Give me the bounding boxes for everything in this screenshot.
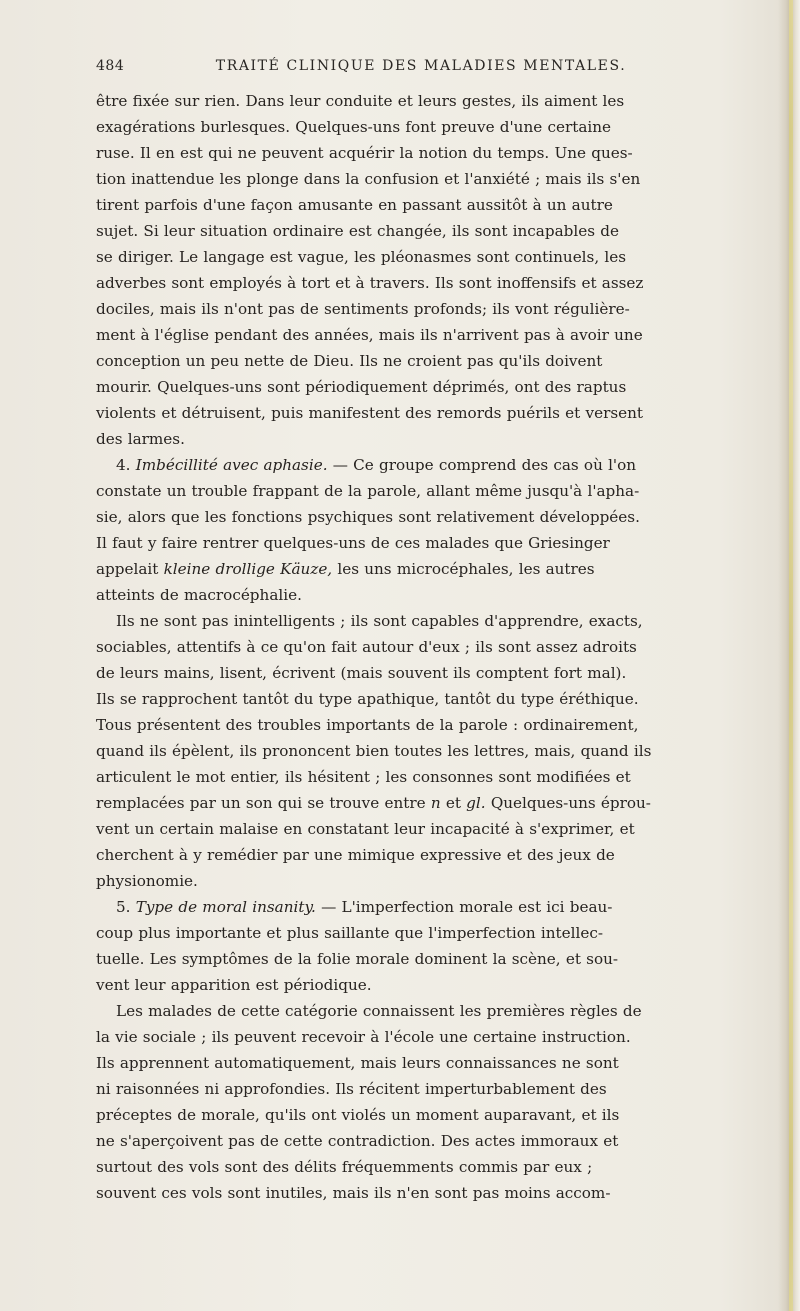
text-line — [96, 582, 764, 608]
line-text: Tous présentent des troubles importants de la parole : ordinairement, — [96, 716, 639, 734]
page-header — [96, 52, 746, 82]
line-text: de leurs mains, lisent, écrivent (mais souvent ils comptent fort mal). — [96, 664, 627, 682]
text-line — [96, 504, 764, 530]
line-text: dociles, mais ils n'ont pas de sentiments profonds; ils vont régulière- — [96, 300, 630, 318]
text-line — [96, 1102, 764, 1128]
text-line — [96, 88, 764, 114]
text-line — [96, 894, 764, 920]
line-text: être fixée sur rien. Dans leur conduite et leurs gestes, ils aiment les — [96, 92, 625, 110]
line-text: sie, alors que les fonctions psychiques sont relativement développées. — [96, 508, 640, 526]
text-line — [96, 218, 764, 244]
line-text: coup plus importante et plus saillante que l'imperfection intellec- — [96, 924, 603, 942]
text-line — [96, 764, 764, 790]
text-line — [96, 712, 764, 738]
text-line — [96, 790, 764, 816]
text-line — [96, 374, 764, 400]
line-text: atteints de macrocéphalie. — [96, 586, 302, 604]
line-text: Ils ne sont pas inintelligents ; ils sont capables d'apprendre, exacts, — [116, 612, 643, 630]
text-line — [96, 998, 764, 1024]
line-text: ne s'aperçoivent pas de cette contradiction. Des actes immoraux et — [96, 1132, 619, 1150]
line-text: ruse. Il en est qui ne peuvent acquérir la notion du temps. Une ques- — [96, 144, 633, 162]
running-title: TRAITÉ CLINIQUE DES MALADIES MENTALES. — [215, 58, 627, 74]
text-line — [96, 348, 764, 374]
line-text: tuelle. Les symptômes de la folie morale dominent la scène, et sou- — [96, 950, 619, 968]
line-text: physionomie. — [96, 872, 198, 890]
text-line — [96, 972, 764, 998]
line-text: des larmes. — [96, 430, 185, 448]
text-line — [96, 244, 764, 270]
line-text: mourir. Quelques-uns sont périodiquement déprimés, ont des raptus — [96, 378, 627, 396]
text-line — [96, 322, 764, 348]
line-text: vent un certain malaise en constatant leur incapacité à s'exprimer, et — [96, 820, 635, 838]
line-text: sujet. Si leur situation ordinaire est changée, ils sont incapables de — [96, 222, 619, 240]
line-text: les uns microcéphales, les autres — [332, 560, 595, 578]
text-line — [96, 556, 764, 582]
line-text: ment à l'église pendant des années, mais ils n'arrivent pas à avoir une — [96, 326, 643, 344]
line-text: exagérations burlesques. Quelques-uns font preuve d'une certaine — [96, 118, 612, 136]
line-text: vent leur apparition est périodique. — [96, 976, 372, 994]
text-line — [96, 608, 764, 634]
line-text: souvent ces vols sont inutiles, mais ils n'en sont pas moins accom- — [96, 1184, 611, 1202]
line-text: conception un peu nette de Dieu. Ils ne croient pas qu'ils doivent — [96, 352, 603, 370]
text-line — [96, 868, 764, 894]
line-text: — L'imperfection morale est ici beau- — [315, 898, 613, 916]
line-text: tirent parfois d'une façon amusante en passant aussitôt à un autre — [96, 196, 613, 214]
line-text: sociables, attentifs à ce qu'on fait autour d'eux ; ils sont assez adroits — [96, 638, 637, 656]
text-line — [96, 1128, 764, 1154]
line-text: Quelques-uns éprou- — [485, 794, 651, 812]
line-text: quand ils épèlent, ils prononcent bien toutes les lettres, mais, quand ils — [96, 742, 652, 760]
text-line — [96, 816, 764, 842]
line-text: ni raisonnées ni approfondies. Ils récitent imperturbablement des — [96, 1080, 607, 1098]
italic-text: Type de moral insanity. — [135, 898, 316, 916]
text-line — [96, 842, 764, 868]
italic-text: kleine drollige Käuze, — [163, 560, 333, 578]
text-line — [96, 478, 764, 504]
italic-text: n — [430, 794, 441, 812]
text-line — [96, 634, 764, 660]
text-line — [96, 426, 764, 452]
text-line — [96, 1180, 764, 1206]
line-text: surtout des vols sont des délits fréquemments commis par eux ; — [96, 1158, 593, 1176]
text-line — [96, 296, 764, 322]
text-line — [96, 140, 764, 166]
text-line — [96, 114, 764, 140]
line-text: la vie sociale ; ils peuvent recevoir à l'école une certaine instruction. — [96, 1028, 631, 1046]
line-text: appelait — [96, 560, 164, 578]
text-line — [96, 946, 764, 972]
line-text: cherchent à y remédier par une mimique expressive et des jeux de — [96, 846, 615, 864]
page-number: 484 — [96, 58, 125, 74]
line-text: tion inattendue les plonge dans la confusion et l'anxiété ; mais ils s'en — [96, 170, 641, 188]
line-text: constate un trouble frappant de la parole, allant même jusqu'à l'apha- — [96, 482, 640, 500]
text-line — [96, 192, 764, 218]
line-text: — Ce groupe comprend des cas où l'on — [327, 456, 637, 474]
text-line — [96, 1050, 764, 1076]
text-line — [96, 166, 764, 192]
text-line — [96, 270, 764, 296]
line-text: violents et détruisent, puis manifestent des remords puérils et versent — [96, 404, 643, 422]
line-text: articulent le mot entier, ils hésitent ; les consonnes sont modifiées et — [96, 768, 631, 786]
line-text: remplacées par un son qui se trouve entre — [96, 794, 431, 812]
italic-text: Imbécillité avec aphasie. — [135, 456, 328, 474]
line-text: Ils apprennent automatiquement, mais leurs connaissances ne sont — [96, 1054, 619, 1072]
line-text: Les malades de cette catégorie connaissent les premières règles de — [116, 1002, 642, 1020]
text-line — [96, 452, 764, 478]
text-line — [96, 920, 764, 946]
text-line — [96, 738, 764, 764]
line-text: préceptes de morale, qu'ils ont violés un moment auparavant, et ils — [96, 1106, 620, 1124]
text-line — [96, 1076, 764, 1102]
line-text: 5. — [116, 898, 136, 916]
text-line — [96, 1154, 764, 1180]
text-line — [96, 660, 764, 686]
line-text: et — [440, 794, 467, 812]
text-line — [96, 400, 764, 426]
body-text — [96, 88, 764, 1206]
text-line — [96, 530, 764, 556]
line-text: Ils se rapprochent tantôt du type apathique, tantôt du type éréthique. — [96, 690, 639, 708]
line-text: Il faut y faire rentrer quelques-uns de ces malades que Griesinger — [96, 534, 610, 552]
line-text: 4. — [116, 456, 136, 474]
page-edge — [778, 0, 800, 1311]
text-line — [96, 686, 764, 712]
line-text: adverbes sont employés à tort et à travers. Ils sont inoffensifs et assez — [96, 274, 644, 292]
italic-text: gl. — [466, 794, 486, 812]
text-line — [96, 1024, 764, 1050]
line-text: se diriger. Le langage est vague, les pléonasmes sont continuels, les — [96, 248, 627, 266]
